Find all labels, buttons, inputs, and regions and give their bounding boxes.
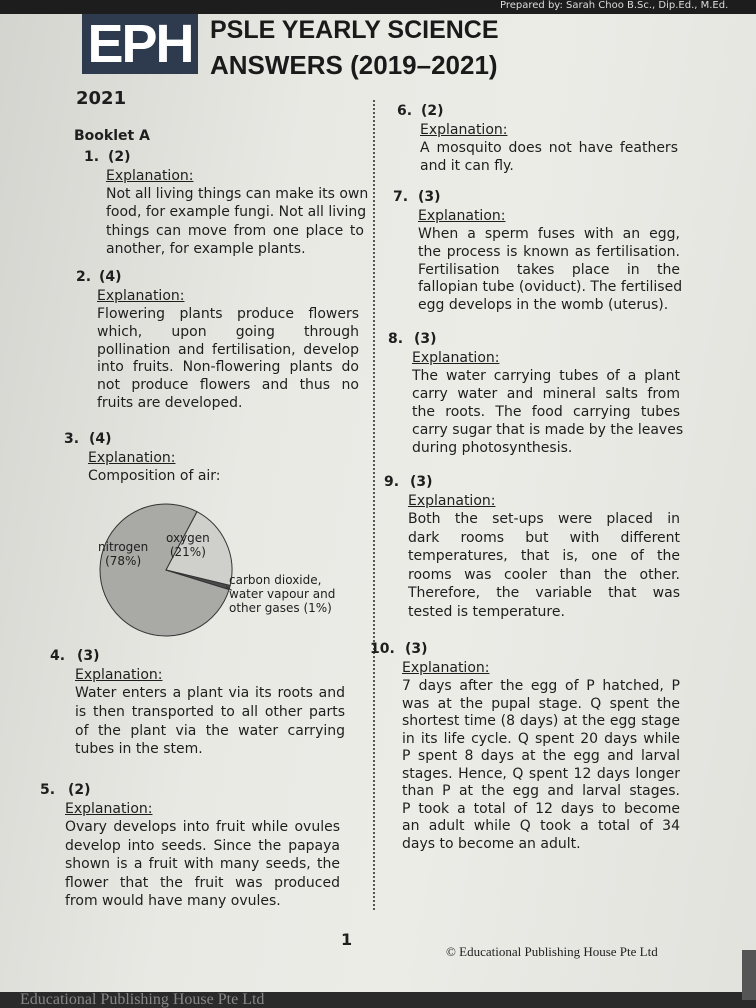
answer-option: (4) bbox=[99, 269, 122, 285]
explanation-text-line: the process is known as fertilisation. bbox=[418, 243, 680, 260]
question-number: 1. bbox=[84, 149, 100, 165]
explanation-text-line: shortest time (8 days) at the egg stage bbox=[402, 713, 680, 729]
explanation-text-line: in its life cycle. Q spent 20 days while bbox=[402, 730, 680, 747]
explanation-text-line: of the plant via the water carrying bbox=[75, 722, 345, 739]
explanation-text-line: Both the set-ups were placed in bbox=[408, 511, 680, 527]
explanation-text-line: is then transported to all other parts bbox=[75, 703, 345, 720]
question-number: 3. bbox=[64, 431, 80, 447]
pie-label-other-gases bbox=[229, 573, 335, 615]
pie-label-oxygen bbox=[166, 531, 210, 559]
explanation-text-line: Ovary develops into fruit while ovules bbox=[65, 819, 340, 835]
pie-label-other-line2: water vapour and bbox=[229, 587, 336, 601]
explanation-text-line: stages. Hence, Q spent 12 days longer bbox=[402, 765, 680, 782]
explanation-label: Explanation: bbox=[106, 168, 194, 184]
explanation-label: Explanation: bbox=[418, 208, 506, 224]
explanation-text-line: things can move from one place to bbox=[106, 222, 364, 239]
pie-label-nitrogen-name: nitrogen bbox=[98, 540, 149, 554]
explanation-text-line: which, upon going through bbox=[97, 323, 359, 340]
explanation-text-line: shown is a fruit with many seeds, the bbox=[65, 856, 340, 873]
year-heading: 2021 bbox=[76, 88, 127, 109]
pie-label-other-line3: other gases (1%) bbox=[229, 601, 332, 615]
explanation-text-line: fallopian tube (oviduct). The fertilised bbox=[418, 279, 683, 296]
explanation-text-line: Water enters a plant via its roots and bbox=[75, 685, 345, 701]
answer-option: (3) bbox=[77, 648, 100, 664]
pie-label-oxygen-name: oxygen bbox=[166, 531, 210, 545]
explanation-label: Explanation: bbox=[408, 493, 496, 509]
explanation-text-line: tubes in the stem. bbox=[75, 741, 203, 758]
explanation-text-line: days to become an adult. bbox=[402, 835, 581, 852]
answer-option: (2) bbox=[68, 782, 91, 798]
explanation-text-line: the roots. The food carrying tubes bbox=[412, 404, 680, 420]
explanation-text-line: When a sperm fuses with an egg, bbox=[418, 226, 680, 242]
answer-option: (3) bbox=[405, 641, 428, 657]
booklet-heading: Booklet A bbox=[74, 128, 150, 144]
explanation-text-line: A mosquito does not have feathers bbox=[420, 140, 678, 156]
page-binding-edge bbox=[742, 950, 756, 1000]
question-number: 5. bbox=[40, 782, 56, 798]
question-number: 6. bbox=[397, 103, 413, 119]
answer-option: (3) bbox=[418, 189, 441, 205]
explanation-label: Explanation: bbox=[97, 288, 185, 304]
explanation-text-line: Composition of air: bbox=[88, 468, 221, 484]
explanation-label: Explanation: bbox=[402, 660, 490, 676]
answer-option: (4) bbox=[89, 431, 112, 447]
explanation-text-line: develop into seeds. Since the papaya bbox=[65, 837, 340, 854]
explanation-text-line: dark rooms but with different bbox=[408, 529, 680, 546]
question-number: 4. bbox=[50, 648, 66, 664]
page-number: 1 bbox=[341, 930, 353, 949]
explanation-text-line: food, for example fungi. Not all living bbox=[106, 204, 367, 221]
explanation-text-line: into fruits. Non-flowering plants do bbox=[97, 359, 359, 376]
explanation-text-line: Fertilisation takes place in the bbox=[418, 261, 680, 278]
book-title-line1: PSLE YEARLY SCIENCE bbox=[210, 16, 499, 44]
pie-label-nitrogen bbox=[98, 540, 148, 568]
question-number: 9. bbox=[384, 474, 400, 490]
question-number: 2. bbox=[76, 269, 92, 285]
explanation-text-line: carry sugar that is made by the leaves bbox=[412, 422, 684, 438]
explanation-text-line: 7 days after the egg of P hatched, P bbox=[402, 678, 680, 694]
explanation-text-line: P spent 8 days at the egg and larval bbox=[402, 748, 680, 764]
explanation-label: Explanation: bbox=[420, 122, 508, 138]
question-number: 7. bbox=[393, 189, 409, 205]
explanation-text-line: rooms was cooler than the other. bbox=[408, 566, 680, 583]
author-note: Prepared by: Sarah Choo B.Sc., Dip.Ed., M.Ed. bbox=[500, 0, 729, 11]
answer-option: (2) bbox=[108, 149, 131, 165]
explanation-label: Explanation: bbox=[88, 450, 176, 466]
question-number: 8. bbox=[388, 331, 404, 347]
pie-label-nitrogen-pct: (78%) bbox=[105, 554, 142, 568]
answer-option: (2) bbox=[421, 103, 444, 119]
explanation-text-line: The water carrying tubes of a plant bbox=[412, 368, 680, 384]
column-divider bbox=[373, 100, 375, 910]
publisher-logo: EPH bbox=[82, 14, 198, 74]
explanation-text-line: temperatures, that is, one of the bbox=[408, 548, 680, 564]
air-composition-pie-chart bbox=[96, 500, 236, 640]
explanation-text-line: was at the pupal stage. Q spent the bbox=[402, 695, 680, 712]
explanation-text-line: Therefore, the variable that was bbox=[408, 585, 680, 601]
explanation-label: Explanation: bbox=[75, 667, 163, 683]
explanation-text-line: Flowering plants produce flowers bbox=[97, 306, 359, 322]
answer-option: (3) bbox=[414, 331, 437, 347]
copyright-notice: © Educational Publishing House Pte Ltd bbox=[446, 944, 658, 959]
book-title-line2: ANSWERS (2019–2021) bbox=[210, 50, 498, 80]
explanation-text-line: P took a total of 12 days to become bbox=[402, 800, 680, 817]
pie-label-oxygen-pct: (21%) bbox=[169, 545, 206, 559]
explanation-label: Explanation: bbox=[65, 801, 153, 817]
explanation-text-line: carry water and mineral salts from bbox=[412, 386, 680, 402]
explanation-text-line: not produce flowers and thus no bbox=[97, 377, 359, 394]
answer-option: (3) bbox=[410, 474, 433, 490]
explanation-text-line: flower that the fruit was produced bbox=[65, 874, 340, 891]
explanation-label: Explanation: bbox=[412, 350, 500, 366]
explanation-text-line: tested is temperature. bbox=[408, 603, 565, 620]
explanation-text-line: another, for example plants. bbox=[106, 240, 306, 257]
explanation-text-line: fruits are developed. bbox=[97, 395, 243, 411]
explanation-text-line: and it can fly. bbox=[420, 157, 514, 174]
explanation-text-line: than P at the egg and larval stages. bbox=[402, 783, 680, 799]
explanation-text-line: during photosynthesis. bbox=[412, 440, 573, 456]
explanation-text-line: an adult while Q took a total of 34 bbox=[402, 818, 680, 834]
next-page-footer: Educational Publishing House Pte Ltd bbox=[0, 992, 756, 1008]
explanation-text-line: from would have many ovules. bbox=[65, 893, 281, 910]
explanation-text-line: Not all living things can make its own bbox=[106, 186, 369, 202]
pie-label-other-line1: carbon dioxide, bbox=[229, 573, 322, 587]
question-number: 10. bbox=[370, 641, 395, 657]
explanation-text-line: pollination and fertilisation, develop bbox=[97, 341, 359, 358]
explanation-text-line: egg develops in the womb (uterus). bbox=[418, 297, 669, 314]
